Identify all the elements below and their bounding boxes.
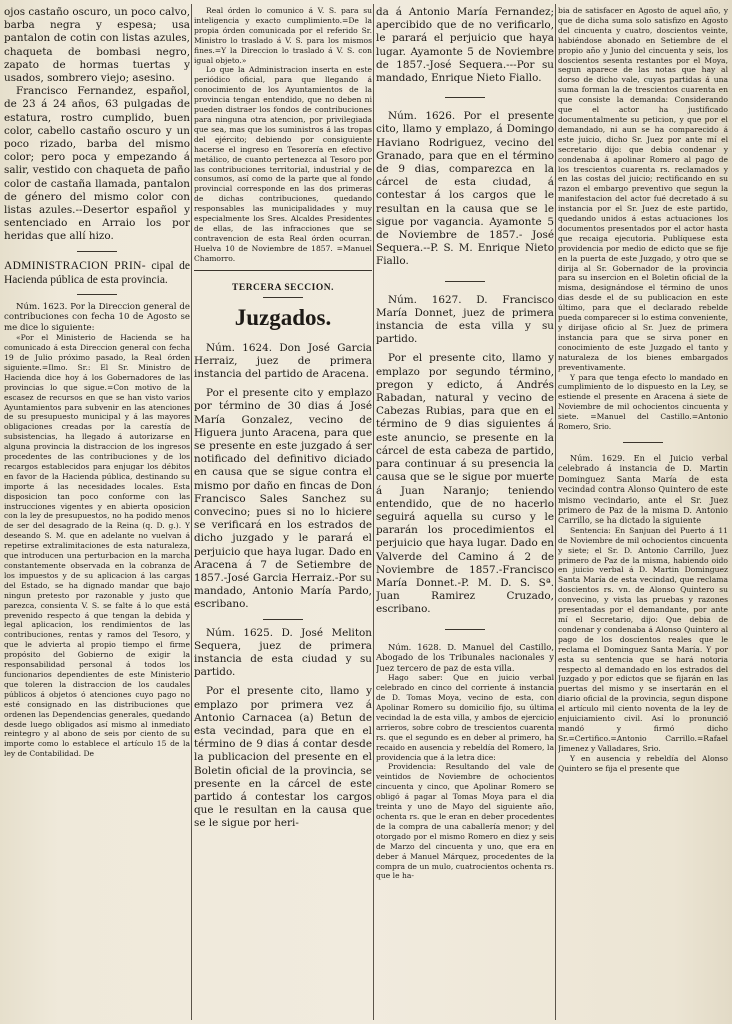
juzgados-heading: Juzgados. [234,304,332,330]
divider [77,294,117,295]
notice-1625-head: Núm. 1625. D. José Meliton Sequera, juez de primera instancia de esta ciudad y su partido. [194,626,372,679]
column-4 [558,6,728,1020]
notice-1627-head: Núm. 1627. D. Francisco María Donnet, juez de primera instancia de esta villa y su partido. [376,293,554,346]
column-3 [376,6,554,1020]
administracion-note: Lo que la Administracion inserta en este periódico oficial, para que llegando á conocimiento de los Ayuntamientos de la provincia tengan entendido, que no deben ni pueden distraer los fondos de contribuciones para ninguna otra atencion, por privilegiada que sea, mas que los suministros á las tropas del ejército; debiendo por consiguiente hacerse el ingreso en Tesorería en efectivo metálico, de cuanto pertenezca al Tesoro por las contribuciones territorial, industrial y de consumos, así como de la parte que al fondo provincial corresponde en las dos primeras de dichas contribuciones, quedando responsables las municipalidades y muy especialmente los Sres. Alcaldes Presidentes de ellas, de las infracciones que se contravencion de esta Real órden ocurran. Huelva 10 de Noviembre de 1857. =Manuel Chamorro. [194,65,372,263]
divider [263,619,303,620]
administracion-heading [4,259,190,287]
notice-1623-body: «Por el Ministerio de Hacienda se ha comunicado á esta Direccion general con fecha 19 de Julio próximo pasado, la Real órden siguiente.=Ilmo. Sr.: El Sr. Ministro de Hacienda dice hoy á los Gobernadores de las provincias lo que sigue.=Con motivo de la escasez de recursos en que se han visto varios Ayuntamientos para subvenir en las atenciones de su presupuesto municipal y á las mayores obligaciones creadas por la carestía de subsistencias, ha llegado á autorizarse en alguna provincia la distraccion de los ingresos procedentes de las contribuciones y de los recargos establecidos para enjugar los débitos en favor de la Hacienda pública, destinando su importe á las necesidades locales. Esta disposicion tan poco conforme con las instrucciones vigentes y en abierta oposicion con la ley de presupuestos, no ha podido menos de ser del desagrado de la Reina (q. D. g.). Y deseando S. M. que en adelante no vuelvan á repetirse extralimitaciones de esta naturaleza, que introducen una perturbacion en la marcha constantemente observada en la cobranza de los impuestos y de su aplicacion á las cargas del Estado, se ha dignado mandar que bajo ningun pretesto por razonable y justo que parezca, consienta V. S. se falte á lo que está prevenido respecto á que tengan la debida y legal aplicacion, los rendimientos de las contribuciones, rentas y ramos del Tesoro, y que le advierta al propio tiempo el firme propósito del Gobierno de exigir la responsabilidad personal á todos los funcionarios dependientes de este Ministerio que toleren la distraccion de los caudales públicos á objetos ó atenciones cuyo pago no esté consignado en las distribuciones que ordenen las Dependencias generales, quedando desde luego obligados así mismo al inmediato reintegro y al abono de seis por ciento de su importe como lo establece el artículo 15 de la ley de Contabilidad. De [4,333,190,759]
divider [445,629,485,630]
notice-1623-head: Núm. 1623. Por la Direccion general de contribuciones con fecha 10 de Agosto se me dice lo siguiente: [4,301,190,333]
notice-1624-body: Por el presente cito y emplazo por término de 30 dias á José María Gonzalez, vecino de Higuera junto Aracena, para que se presente en este juzgado á ser notificado del definitivo diciado en causa que se sigue contra el mismo por daño en fincas de Don Francisco Sales Sanchez su convecino; pues si no lo hiciere se verificará en los estrados de dicho juzgado y le parará el perjuicio que haya lugar. Dado en Aracena á 7 de Setiembre de 1857.-José Garcia Herraiz.-Por su mandado, Antonio María Pardo, escribano. [194,387,372,611]
divider [623,442,663,443]
description-continuation: ojos castaño oscuro, un poco calvo, barba negra y espesa; usa pantalon de cotin con listas azules, chaqueta de bombasi negro, zapato de hormas tuertas y usados, sombrero viejo; asesino. [4,6,190,85]
column-2 [194,6,372,1020]
notice-1629-end: Y en ausencia y rebeldía del Alonso Quintero se fija el presente que [558,753,728,773]
column-rule [191,4,192,1020]
notice-1625-end: da á Antonio María Fernandez; apercibido que de no verificarlo, le parará el perjuicio que haya lugar. Ayamonte 5 de Noviembre de 1857.-José Sequera.---Por su mandado, Enrique Nieto Fiallo. [376,6,554,85]
notice-1628-head: Núm. 1628. D. Manuel del Castillo, Abogado de los Tribunales nacionales y Juez tercero de paz de esta villa. [376,641,554,673]
tercera-seccion-title: TERCERA SECCION. [232,282,334,293]
notice-1629-sentencia: Sentencia: En Sanjuan del Puerto á 11 de Noviembre de mil ochocientos cincuenta y siete; el Sr. D. Antonio Carrillo, Juez primero de Paz de la misma, habiendo oido en juicio verbal á D. Martin Dominguez Santa María de esta vecindad, que reclama doscientos rs. vn. de Alonso Quintero su convecino, y vista las pruebas y razones presentadas por el demandante, por ante mí el Secretario, dijo: Que debia de condenar y condenaba á Alonso Quintero al pago de los doscientos reales que le reclama el Dominguez Santa María. Y por esta su sentencia que se hará notoria respecto al demandado en los estrados del Juzgado y por edictos que se fijarán en las puertas del mismo y se insertarán en el diario oficial de la provincia, segun dispone el artículo mil ciento noventa de la ley de enjuiciamiento civil. Así lo pronunció mandó y firmó dicho Sr.=Certifico.=Antonio Carrillo.=Rafael Jimenez y Valladares, Srio. [558,525,728,753]
divider [194,270,372,271]
notice-1627-body: Por el presente cito, llamo y emplazo por segundo término, pregon y edicto, á Andrés Rabadan, natural y vecino de Cabezas Rubias, para que en el término de 9 dias siguientes á este anuncio, se presente en la cárcel de esta cabeza de partido, para continuar á su presencia la causa que se le sigue por muerte á Juan Naranjo; teniendo entendido, que de no hacerlo seguirá aquella su curso y le pararán los procedimientos el perjuicio que haya lugar. Dado en Valverde del Camino á 2 de Noviembre de 1857.-Francisco María Donnet.-P. M. D. S. Sª. Juan Ramirez Cruzado, escribano. [376,352,554,616]
notice-1628-closing: Y para que tenga efecto lo mandado en cumplimiento de lo dispuesto en la Ley, se estiende el presente en Aracena á siete de Noviembre de mil ochocientos cincuenta y siete. =Manuel del Castillo.=Antonio Romero, Srio. [558,372,728,432]
administracion-heading-caps: ADMINISTRACION PRIN- [4,259,146,272]
divider [445,97,485,98]
administracion-heading-rest: cipal de Hacienda pública de esta provincia. [4,259,190,286]
notice-1625-body: Por el presente cito, llamo y emplazo por primera vez á Antonio Carnacea (a) Betun de esta vecindad, para que en el término de 9 dias á contar desde la publicacion del presente en el Boletin oficial de la provincia, se presente en la cárcel de este partido á contestar los cargos que le resultan en la causa que se le sigue por heri- [194,685,372,830]
divider [263,297,303,298]
divider [445,281,485,282]
notice-1624-head: Núm. 1624. Don José Garcia Herraiz, juez de primera instancia del partido de Aracena. [194,341,372,380]
column-rule [373,4,374,1020]
notice-1629-head: Núm. 1629. En el Juicio verbal celebrado á instancia de D. Martin Dominguez Santa María de esta vecindad contra Alonso Quintero de este mismo vecindario, ante el Sr. Juez primero de Paz de la misma D. Antonio Carrillo, se ha dictado la siguiente [558,452,728,526]
notice-1626: Núm. 1626. Por el presente cito, llamo y emplazo, á Domingo Haviano Rodriguez, vecino del Granado, para que en el término de 9 dias, comparezca en la cárcel de esta ciudad, á contestar á los cargos que le resultan en la causa que se le sigue por vagancia. Ayamonte 5 de Noviembre de 1857.- José Sequera.--P. S. M. Enrique Nieto Fiallo. [376,110,554,268]
fernandez-description: Francisco Fernandez, español, de 23 á 24 años, 63 pulgadas de estatura, rostro cumplido, buen color, cabello castaño oscuro y un poco rizado, barba del mismo color; pero poca y empezando á salir, vestido con chaqueta de paño color de castaña llamada, pantalon de género del mismo color con listas azules.--Desertor español y sentenciado en Arraio los por heridas que allí hizo. [4,85,190,243]
notice-1628-body: Hago saber: Que en juicio verbal celebrado en cinco del corriente á instancia de D. Tomas Moya, vecino de esta, con Apolinar Romero su domicilio fijo, su última vecindad la de esta villa, y ambos de ejercicio arrieros, sobre cobro de trescientos cuarenta rs. que el segundo es en deber al primero, ha recaido en ausencia y rebeldía del Romero, la providencia que á la letra dice: [376,673,554,762]
divider [77,251,117,252]
real-orden-end: Real órden lo comunico á V. S. para su inteligencia y exacto cumplimiento.=De la propia órden comunicada por el referido Sr. Ministro lo traslado á V. S. para los mismos fines.=Y la Direccion lo traslado á V. S. con igual objeto.» [194,6,372,65]
notice-1628-providencia: Providencia: Resultando del vale de veintidos de Noviembre de ochocientos cincuenta y cinco, que Apolinar Romero se obligó á pagar al Tomas Moya para el dia treinta y uno de Mayo del siguiente año, ochenta rs. que le eran en deber procedentes de la compra de una caballería menor; y del otorgado por el mismo Romero en diez y seis de Marzo del cincuenta y uno, que era en deber á Manuel Márquez, procedentes de la compra de un mulo, cuatrocientos ochenta rs. que le ha- [376,762,554,881]
notice-1628-continuation: bia de satisfacer en Agosto de aquel año, y que de dicha suma solo satisfizo en Agosto del cincuenta y cuatro, doscientos veinte, habiéndose abonado en Setiembre de el propio año y Junio del cincuenta y seis, los doscientos sesenta restantes por el Moya, segun aparece de las notas que hay al dorso de dicho vale, cuyas partidas á una suma forman la de trescientos cuarenta en que consiste la demanda: Considerando que el actor ha justificado documentalmente su peticion, y que por el demandado, ni aun se ha comparecido á este juicio, dicho Sr. Juez por ante mí el secretario dijo: que debia condenar y condenaba á apolinar Romero al pago de los trescientos cuarenta rs. reclamados y en las costas del juicio; rectificando en su razon el embargo preventivo que segun la manifestacion del actor fué decretado á su instancia por el Sr. Juez de este partido, quedando unidos á estas actuaciones los documentos presentados por el actor hasta que recaiga ejecutoria. Publíquese esta providencia por medio de edicto que se fije en la puerta de este Juzgado, y otro que se dirija al Sr. Gobernador de la provincia para su insercion en el Boletin oficial de la misma, designándose el término de unos dias desde el de su publicacion en este último, para que el declarado rebelde pueda comparecer si lo estima conveniente, y dirijase oficio al Sr. Juez de primera instancia para que se sirva poner en conocimiento de este Juzgado el tanto y naturaleza de los bienes embargados preventivamente. [558,6,728,372]
column-1 [4,6,190,1020]
column-rule [555,4,556,1020]
